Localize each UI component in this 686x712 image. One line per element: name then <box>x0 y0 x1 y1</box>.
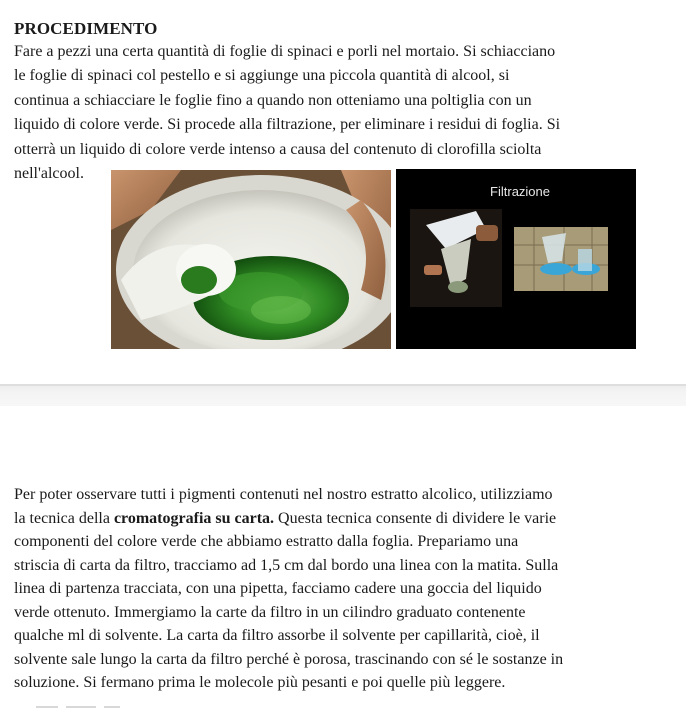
cutoff-text-fragment <box>66 706 96 708</box>
section-heading: PROCEDIMENTO <box>14 19 158 38</box>
bold-term: cromatografia su carta. <box>113 509 275 527</box>
text-line <box>14 507 674 531</box>
text-line: verde ottenuto. Immergiamo la carte da filtro in un cilindro graduato contenente <box>14 603 526 621</box>
page-break <box>0 384 686 406</box>
page-divider <box>0 384 686 386</box>
text-line: Fare a pezzi una certa quantità di foglie di spinaci e porli nel mortaio. Si schiacciano <box>14 43 556 60</box>
text-line: le foglie di spinaci col pestello e si aggiunge una piccola quantità di alcool, si <box>14 67 510 85</box>
cutoff-text-fragment <box>36 706 58 708</box>
text-line: Per poter osservare tutti i pigmenti contenuti nel nostro estratto alcolico, utilizziamo <box>14 486 553 503</box>
text-line: liquido di colore verde. Si procede alla filtrazione, per eliminare i residui di foglia. Si <box>14 116 561 134</box>
text-fragment: la tecnica della <box>14 509 114 527</box>
mortar-illustration <box>111 170 391 349</box>
text-line: striscia di carta da filtro, tracciamo ad 1,5 cm dal bordo una linea con la matita. Sulla <box>14 556 559 574</box>
text-line: soluzione. Si fermano prima le molecole più pesanti e poi quelle più leggere. <box>14 674 506 691</box>
text-line: linea di partenza tracciata, con una pipetta, facciamo cadere una goccia del liquido <box>14 580 542 597</box>
cutoff-text-fragment <box>104 706 120 708</box>
mortar-photo <box>111 170 391 349</box>
filtration-caption: Filtrazione <box>490 184 550 199</box>
procedure-paragraph <box>14 40 674 186</box>
text-fragment: Questa tecnica consente di dividere le varie <box>274 509 557 527</box>
text-line: otterrà un liquido di colore verde intenso a causa del contenuto di clorofilla sciolta <box>14 140 542 158</box>
text-line: componenti del colore verde che abbiamo estratto dalla foglia. Prepariamo una <box>14 533 519 550</box>
text-line: nell'alcool. <box>14 165 84 183</box>
text-line: continua a schiacciare le foglie fino a quando non otteniamo una poltiglia con un <box>14 91 532 109</box>
text-line: solvente sale lungo la carta da filtro perché è porosa, trascinando con sé le sostanze in <box>14 650 564 668</box>
text-line: qualche ml di solvente. La carta da filtro assorbe il solvente per capillarità, cioè, il <box>14 627 540 644</box>
filtration-photo <box>396 169 636 349</box>
chromatography-paragraph <box>14 483 674 695</box>
